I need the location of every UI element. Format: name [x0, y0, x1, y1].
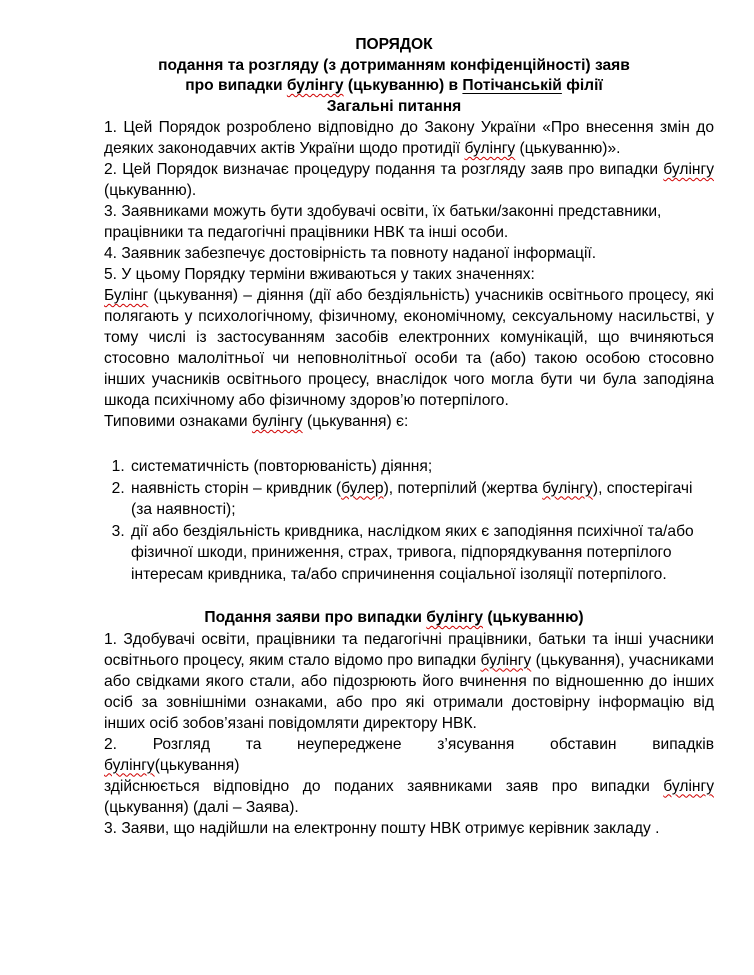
spellcheck-word: булінгу: [426, 609, 484, 626]
submission-paragraph-1: 1. Здобувачі освіти, працівники та педагогічні працівники, батьки та інші учасники освітнього процесу, яким стало відомо про випадки булінгу (цькування), учасниками або свідками якого стали, або підозрюють його вчинення по відношенню до інших осіб за зовнішніми ознаками, або про які отримали достовірну інформацію від інших осіб зобов’язані повідомляти директору НВК.: [104, 630, 714, 732]
title-line-3: про випадки булінгу (цькуванню) в Потічанській філії: [185, 77, 603, 94]
spellcheck-word: булінгу: [286, 77, 344, 94]
section-heading-submission: Подання заяви про випадки булінгу (цькуванню): [204, 609, 584, 626]
spellcheck-word: булінгу: [104, 756, 155, 774]
paragraph-3-cont: працівники та педагогічні працівники НВК та інші особи.: [104, 224, 509, 241]
spellcheck-word: булінгу: [251, 413, 303, 430]
spellcheck-word: булінгу: [542, 479, 593, 497]
paragraph-3: 3. Заявниками можуть бути здобувачі освіти, їх батьки/законні представники,: [104, 203, 662, 220]
paragraph-2: 2. Цей Порядок визначає процедуру подання та розгляду заяв про випадки булінгу (цькуванню).: [104, 161, 714, 199]
list-item: 1. систематичність (повторюваність) діяння;: [129, 456, 714, 478]
title-line-1: ПОРЯДОК: [355, 36, 433, 53]
list-item: 2. наявність сторін – кривдник (булер), потерпілий (жертва булінгу), спостерігачі (за наявності);: [129, 478, 714, 521]
spellcheck-word: булінгу: [663, 777, 714, 795]
list-item: 3. дії або бездіяльність кривдника, наслідком яких є заподіяння психічної та/або фізичної шкоди, приниження, страх, тривога, підпорядкування потерпілого інтересам кривдника, та/або спричинення соціальної ізоляції потерпілого.: [129, 521, 714, 586]
spellcheck-word: булінгу: [480, 651, 532, 669]
spellcheck-word: булер: [341, 479, 384, 497]
spellcheck-word: булінгу: [464, 140, 516, 157]
submission-paragraph-2-cont: булінгу(цькування): [104, 756, 240, 774]
spellcheck-word: Булінг: [104, 287, 149, 304]
spellcheck-word: булінгу: [663, 161, 714, 178]
paragraph-1: 1. Цей Порядок розроблено відповідно до Закону України «Про внесення змін до деяких законодавчих актів України щодо протидії булінгу (цькуванню)».: [104, 119, 714, 157]
submission-paragraph-2-cont2: здійснюється відповідно до поданих заявниками заяв про випадки булінгу (цькування) (далі – Заява).: [104, 777, 714, 816]
signs-list: [104, 456, 714, 585]
submission-paragraph-3: 3. Заяви, що надійшли на електронну пошту НВК отримує керівник закладу .: [104, 819, 660, 837]
spellcheck-word: Потічанській: [462, 77, 562, 94]
section-heading-general: Загальні питання: [326, 97, 462, 115]
paragraph-4: 4. Заявник забезпечує достовірність та повноту наданої інформації.: [104, 245, 597, 262]
submission-paragraph-2: 2. Розгляд та неупереджене з’ясування обставин випадків: [104, 735, 714, 753]
title-line-2: подання та розгляду (з дотриманням конфіденційності) заяв: [158, 56, 630, 74]
document-title: [74, 35, 714, 117]
signs-intro: Типовими ознаками булінгу (цькування) є:: [104, 413, 409, 430]
bullying-definition: Булінг (цькування) – діяння (дії або бездіяльність) учасників освітнього процесу, які полягають у психологічному, фізичному, економічному, сексуальному насильстві, у тому числі із застосуванням засобів електронних комунікацій, що вчиняються стосовно малолітньої чи неповнолітньої особи та (або) такою особою стосовно інших учасників освітнього процесу, внаслідок чого могла бути чи була заподіяна шкода психічному або фізичному здоров’ю потерпілого.: [104, 287, 714, 409]
paragraph-5: 5. У цьому Порядку терміни вживаються у таких значеннях:: [104, 266, 535, 283]
